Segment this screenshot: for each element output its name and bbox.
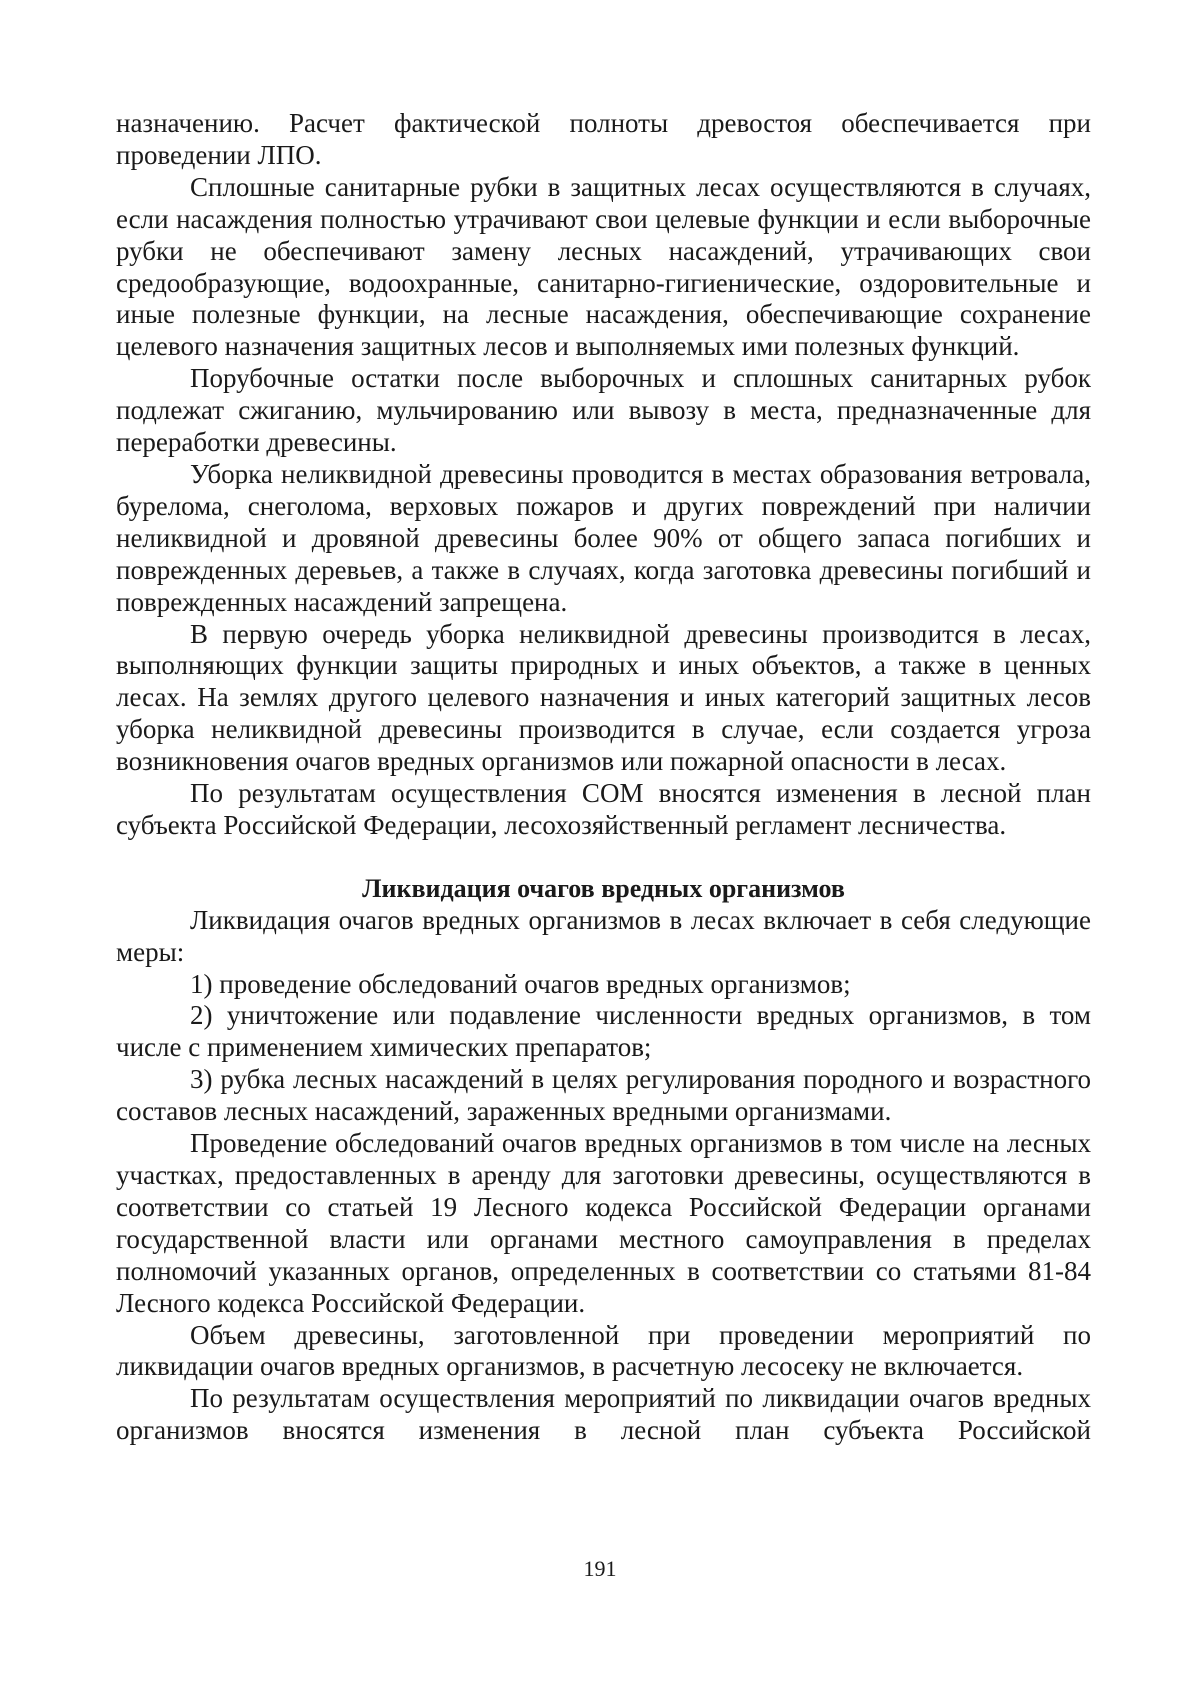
paragraph-1: назначению. Расчет фактической полноты древостоя обеспечивается при проведении ЛПО. (116, 108, 1091, 170)
section-heading: Ликвидация очагов вредных организмов (362, 873, 845, 903)
paragraph-3: Порубочные остатки после выборочных и сплошных санитарных рубок подлежат сжиганию, мульчированию или вывозу в места, предназначенные для переработки древесины. (116, 363, 1091, 458)
body-text-top (116, 108, 1091, 842)
paragraph-2: Сплошные санитарные рубки в защитных лесах осуществляются в случаях, если насаждения полностью утрачивают свои целевые функции и если выборочные рубки не обеспечивают замену лесных насаждений, утрачивающих свои средообразующие, водоохранные, санитарно-гигиенические, оздоровительные и иные полезные функции, на лесные насаждения, обеспечивающие сохранение целевого назначения защитных лесов и выполняемых ими полезных функций. (116, 171, 1091, 362)
list-item-1: 1) проведение обследований очагов вредных организмов; (190, 968, 851, 999)
paragraph-4: Уборка неликвидной древесины проводится в местах образования ветровала, бурелома, снеголома, верховых пожаров и других повреждений при наличии неликвидной и дровяной древесины более 90% от общего запаса погибших и поврежденных деревьев, а также в случаях, когда заготовка древесины погибший и поврежденных насаждений запрещена. (116, 458, 1091, 617)
paragraph-8: Проведение обследований очагов вредных организмов в том числе на лесных участках, предоставленных в аренду для заготовки древесины, осуществляются в соответствии со статьей 19 Лесного кодекса Российской Федерации органами государственной власти или органами местного самоуправления в пределах полномочий указанных органов, определенных в соответствии со статьями 81-84 Лесного кодекса Российской Федерации. (116, 1128, 1091, 1318)
paragraph-6: По результатам осуществления СОМ вносятся изменения в лесной план субъекта Российской Федерации, лесохозяйственный регламент лесничества. (116, 778, 1091, 840)
page-number: 191 (583, 1556, 617, 1581)
paragraph-10: По результатам осуществления мероприятий по ликвидации очагов вредных организмов вносятся изменения в лесной план субъекта Российской (116, 1383, 1091, 1446)
paragraph-7: Ликвидация очагов вредных организмов в лесах включает в себя следующие меры: (116, 904, 1091, 967)
list-item-2: 2) уничтожение или подавление численности вредных организмов, в том числе с применением химических препаратов; (116, 1000, 1091, 1063)
list-item-3: 3) рубка лесных насаждений в целях регулирования породного и возрастного составов лесных насаждений, зараженных вредными организмами. (116, 1064, 1091, 1127)
body-text-bottom (116, 905, 1091, 1447)
paragraph-9: Объем древесины, заготовленной при проведении мероприятий по ликвидации очагов вредных организмов, в расчетную лесосеку не включается. (116, 1319, 1091, 1382)
document-page (116, 108, 1091, 1447)
paragraph-5: В первую очередь уборка неликвидной древесины производится в лесах, выполняющих функции защиты природных и иных объектов, а также в ценных лесах. На землях другого целевого назначения и иных категорий защитных лесов уборка неликвидной древесины производится в случае, если создается угроза возникновения очагов вредных организмов или пожарной опасности в лесах. (116, 618, 1091, 777)
